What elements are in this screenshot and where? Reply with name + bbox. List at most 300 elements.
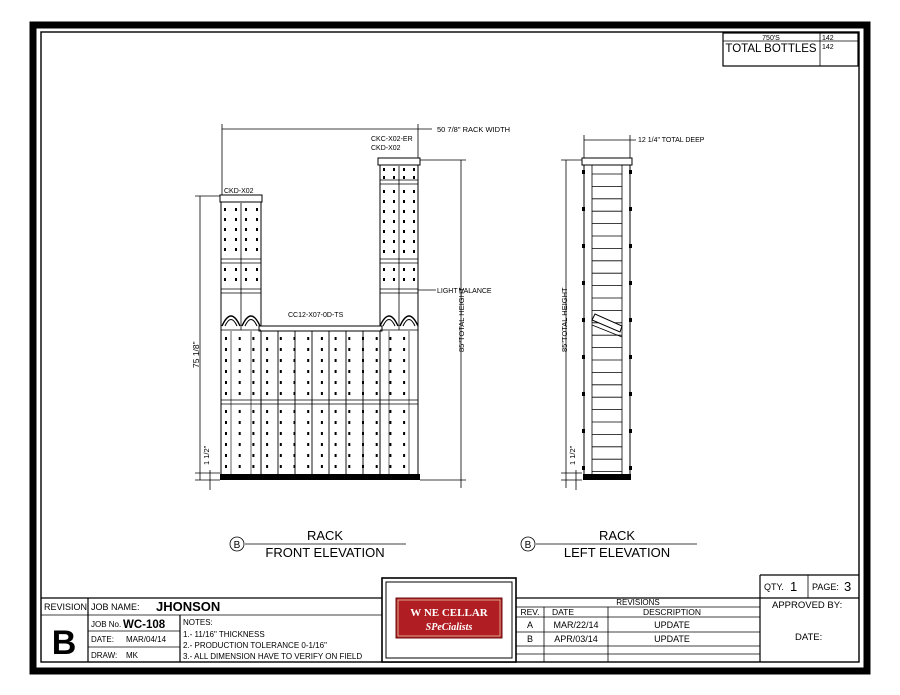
rack-peg [224,228,226,231]
rack-peg [280,370,282,373]
draw-label: DRAW: [91,651,118,660]
rack-peg [245,268,247,271]
rack-peg [307,370,309,373]
rack-peg [224,238,226,241]
rack-peg [348,337,350,340]
rack-peg [383,200,385,203]
rack-peg [389,432,391,435]
rack-peg [393,168,395,171]
rack-peg [294,359,296,362]
rack-peg [307,337,309,340]
rack-peg [239,392,241,395]
rack-peg [389,359,391,362]
rack-peg [413,168,415,171]
dim-left-height: 75 1/8" [191,341,201,368]
rack-peg [383,230,385,233]
rack-width-dimension: 50 7/8" RACK WIDTH [437,125,511,134]
rack-peg [280,381,282,384]
rack-peg [224,268,226,271]
rack-peg [403,268,405,271]
rack-peg [393,176,395,179]
rev-cell-description: UPDATE [654,634,690,644]
revision-letter: B [51,624,77,662]
side-peg [582,392,585,396]
rev-cell-date: MAR/22/14 [553,620,599,630]
bottle-size-label: 750'S [762,35,780,42]
rack-peg [383,268,385,271]
rack-peg [383,176,385,179]
rack-peg [389,421,391,424]
rack-peg [225,359,227,362]
rev-header: DESCRIPTION [642,607,702,617]
rack-peg [321,392,323,395]
rack-peg [239,443,241,446]
side-peg [629,392,632,396]
side-peg [629,318,632,322]
revisions-title: REVISIONS [616,598,660,607]
rack-peg [413,220,415,223]
rack-peg [252,421,254,424]
rack-peg [225,432,227,435]
rack-peg [362,348,364,351]
front-title-line2: FRONT ELEVATION [265,545,385,560]
rack-peg [266,465,268,468]
rack-peg [280,443,282,446]
rack-peg [294,443,296,446]
rack-peg [376,381,378,384]
rack-peg [225,370,227,373]
rack-peg [376,443,378,446]
rack-peg [252,381,254,384]
side-peg [582,318,585,322]
rack-peg [413,268,415,271]
rack-peg [235,238,237,241]
side-section-letter: B [524,540,532,551]
rack-peg [224,218,226,221]
rack-peg [383,190,385,193]
side-title-line1: RACK [598,528,636,543]
rack-peg [266,337,268,340]
rack-peg [335,370,337,373]
rack-peg [239,359,241,362]
rack-peg [413,278,415,281]
rack-peg [252,454,254,457]
rack-peg [239,410,241,413]
rack-peg [362,443,364,446]
side-peg [629,207,632,211]
rack-peg [224,278,226,281]
rack-peg [335,359,337,362]
rack-peg [307,443,309,446]
rack-peg [307,381,309,384]
rack-peg [224,248,226,251]
rack-peg [403,381,405,384]
rack-peg [266,410,268,413]
rack-peg [307,392,309,395]
rack-peg [225,337,227,340]
side-peg [582,466,585,470]
rack-peg [362,392,364,395]
rack-peg [335,392,337,395]
job-no: WC-108 [123,619,166,631]
front-title-line1: RACK [306,528,344,543]
rack-peg [413,176,415,179]
rack-peg [321,443,323,446]
note-1: 1.- 11/16" THICKNESS [183,630,265,639]
rack-peg [376,337,378,340]
rack-peg [362,410,364,413]
rack-peg [335,454,337,457]
rack-peg [413,240,415,243]
rack-peg [393,278,395,281]
rack-peg [252,370,254,373]
rack-peg [389,454,391,457]
rack-peg [294,421,296,424]
rack-peg [383,278,385,281]
rack-peg [403,190,405,193]
rack-peg [252,443,254,446]
rack-peg [321,454,323,457]
label-center-rack: CC12-X07-0D-TS [288,312,344,319]
rack-peg [294,432,296,435]
rack-peg [413,210,415,213]
rack-peg [376,421,378,424]
rack-peg [383,250,385,253]
dim-front-base: 1 1/2" [202,445,211,465]
rack-peg [256,238,258,241]
rack-peg [321,348,323,351]
rack-peg [335,465,337,468]
rack-peg [383,220,385,223]
rack-peg [403,200,405,203]
rack-peg [294,465,296,468]
rack-peg [245,208,247,211]
job-no-label: JOB No. [91,620,122,629]
rack-peg [362,465,364,468]
rack-peg [362,359,364,362]
rack-peg [239,370,241,373]
rack-peg [389,337,391,340]
job-name-label: JOB NAME: [91,602,140,612]
label-light-valance: LIGHT VALANCE [437,288,492,295]
side-peg [582,429,585,433]
job-name: JHONSON [156,599,221,614]
rack-peg [403,421,405,424]
rack-peg [239,432,241,435]
rack-peg [403,410,405,413]
side-peg [629,355,632,359]
rack-peg [294,454,296,457]
dim-front-total-height: 85"TOTAL HEIGHT [457,287,466,352]
page-value: 3 [844,579,852,594]
rack-peg [348,454,350,457]
rack-peg [225,421,227,424]
rack-peg [307,421,309,424]
rack-peg [335,348,337,351]
notes-label: NOTES: [183,618,213,627]
rack-peg [321,337,323,340]
rack-peg [389,370,391,373]
rack-peg [225,443,227,446]
rack-peg [413,190,415,193]
dim-side-total-height: 85"TOTAL HEIGHT [560,287,569,352]
side-peg [629,466,632,470]
rack-peg [348,410,350,413]
rack-peg [245,218,247,221]
rack-peg [225,392,227,395]
rack-peg [294,348,296,351]
rack-peg [413,250,415,253]
rack-peg [348,359,350,362]
rack-peg [376,359,378,362]
rack-peg [225,465,227,468]
wine-cellar-logo [396,598,502,638]
rack-peg [403,370,405,373]
total-deep-dimension: 12 1/4" TOTAL DEEP [638,137,705,144]
rack-peg [224,208,226,211]
rack-peg [413,230,415,233]
rack-peg [403,454,405,457]
label-ckd-right: CKD-X02 [371,145,401,152]
note-3: 3.- ALL DIMENSION HAVE TO VERIFY ON FIELD [183,652,363,661]
rack-peg [266,348,268,351]
rack-peg [321,465,323,468]
rack-peg [235,248,237,251]
rev-cell-description: UPDATE [654,620,690,630]
rack-peg [266,421,268,424]
rack-peg [280,359,282,362]
rack-peg [403,220,405,223]
rack-peg [252,348,254,351]
rack-peg [376,392,378,395]
rack-peg [266,359,268,362]
rack-peg [393,210,395,213]
rev-cell-date: APR/03/14 [554,634,598,644]
rack-peg [321,381,323,384]
rack-peg [225,348,227,351]
rack-peg [376,348,378,351]
rack-peg [348,421,350,424]
rack-peg [335,443,337,446]
rack-peg [307,410,309,413]
rack-peg [239,381,241,384]
rack-peg [239,337,241,340]
rack-peg [335,337,337,340]
dim-side-base: 1 1/2" [568,445,577,465]
rack-peg [225,454,227,457]
rack-peg [266,432,268,435]
rack-peg [239,454,241,457]
rack-peg [403,250,405,253]
rack-peg [321,432,323,435]
rack-peg [393,200,395,203]
side-peg [629,170,632,174]
rack-peg [393,250,395,253]
rack-peg [239,465,241,468]
rack-peg [294,381,296,384]
rack-peg [256,278,258,281]
rack-peg [252,359,254,362]
rack-peg [335,381,337,384]
draw-value: MK [126,651,138,660]
rack-peg [376,432,378,435]
front-section-letter: B [233,540,241,551]
rack-peg [321,410,323,413]
rack-peg [403,176,405,179]
rack-peg [403,210,405,213]
rack-peg [252,432,254,435]
rack-peg [280,421,282,424]
rack-peg [321,370,323,373]
rack-peg [235,228,237,231]
rack-peg [403,278,405,281]
rev-cell-rev: B [526,634,534,644]
rack-peg [389,392,391,395]
rack-peg [389,381,391,384]
rack-peg [294,370,296,373]
rack-peg [403,230,405,233]
rack-peg [389,348,391,351]
rack-peg [245,278,247,281]
rack-peg [376,454,378,457]
rack-peg [389,410,391,413]
rack-peg [256,208,258,211]
rack-peg [362,454,364,457]
title-block [41,575,859,662]
rack-peg [348,381,350,384]
rack-peg [239,421,241,424]
rev-cell-rev: A [526,620,534,630]
rack-peg [321,421,323,424]
rack-peg [348,432,350,435]
rack-peg [280,432,282,435]
rack-peg [307,454,309,457]
rack-peg [335,432,337,435]
logo-line2: SPeCialists [425,622,473,633]
side-peg [582,244,585,248]
rack-peg [376,465,378,468]
approved-by-label: APPROVED BY: [772,600,843,611]
rack-peg [266,381,268,384]
rack-peg [245,248,247,251]
rack-peg [389,443,391,446]
rack-peg [376,410,378,413]
side-peg [582,170,585,174]
rack-peg [362,381,364,384]
side-peg [629,244,632,248]
rack-peg [321,359,323,362]
rack-peg [403,168,405,171]
rack-peg [252,465,254,468]
rack-peg [393,268,395,271]
rack-peg [252,410,254,413]
rack-peg [393,240,395,243]
rack-peg [403,465,405,468]
total-bottles-value: 142 [822,44,834,51]
date-value: MAR/04/14 [126,635,167,644]
rev-header: DATE [551,607,575,617]
side-peg [629,429,632,433]
left-elevation [521,135,705,560]
qty-value: 1 [790,579,798,594]
rack-peg [235,208,237,211]
side-peg [582,207,585,211]
rack-peg [362,421,364,424]
rack-peg [294,392,296,395]
rack-peg [294,337,296,340]
rack-peg [307,348,309,351]
note-2: 2.- PRODUCTION TOLERANCE 0-1/16" [183,641,327,650]
rack-peg [393,230,395,233]
sheet-outer-border [33,25,867,671]
bottle-size-value: 142 [822,35,834,42]
rack-peg [362,432,364,435]
revision-label: REVISION [44,602,88,612]
rack-peg [245,238,247,241]
rack-peg [348,348,350,351]
rack-peg [280,348,282,351]
rack-peg [348,370,350,373]
rack-peg [280,410,282,413]
rack-peg [403,240,405,243]
rack-peg [383,168,385,171]
side-peg [629,281,632,285]
rack-peg [403,432,405,435]
rack-peg [348,465,350,468]
rack-peg [393,190,395,193]
logo-line1: W NE CELLAR [410,607,488,619]
qty-label: QTY. [764,582,784,592]
approved-date-label: DATE: [795,632,823,643]
rack-peg [266,454,268,457]
rack-peg [383,240,385,243]
side-peg [582,355,585,359]
rack-peg [413,200,415,203]
rack-peg [348,443,350,446]
rack-peg [294,410,296,413]
rack-peg [235,218,237,221]
date-label: DATE: [91,635,114,644]
rack-peg [403,392,405,395]
rack-peg [235,268,237,271]
rack-peg [403,348,405,351]
side-title-line2: LEFT ELEVATION [563,545,671,560]
rack-peg [239,348,241,351]
rack-peg [252,337,254,340]
rack-peg [362,337,364,340]
rack-peg [393,220,395,223]
rack-peg [307,432,309,435]
rack-peg [256,218,258,221]
rack-peg [348,392,350,395]
rack-peg [403,443,405,446]
rack-peg [266,443,268,446]
rack-peg [362,370,364,373]
rack-peg [376,370,378,373]
rack-peg [235,278,237,281]
rack-peg [225,410,227,413]
rack-peg [335,421,337,424]
rack-peg [403,337,405,340]
rack-peg [245,228,247,231]
rack-peg [280,392,282,395]
rack-peg [252,392,254,395]
rack-peg [280,454,282,457]
rack-peg [335,410,337,413]
label-ckd-left: CKD-X02 [224,188,254,195]
rack-peg [266,392,268,395]
rack-peg [389,465,391,468]
